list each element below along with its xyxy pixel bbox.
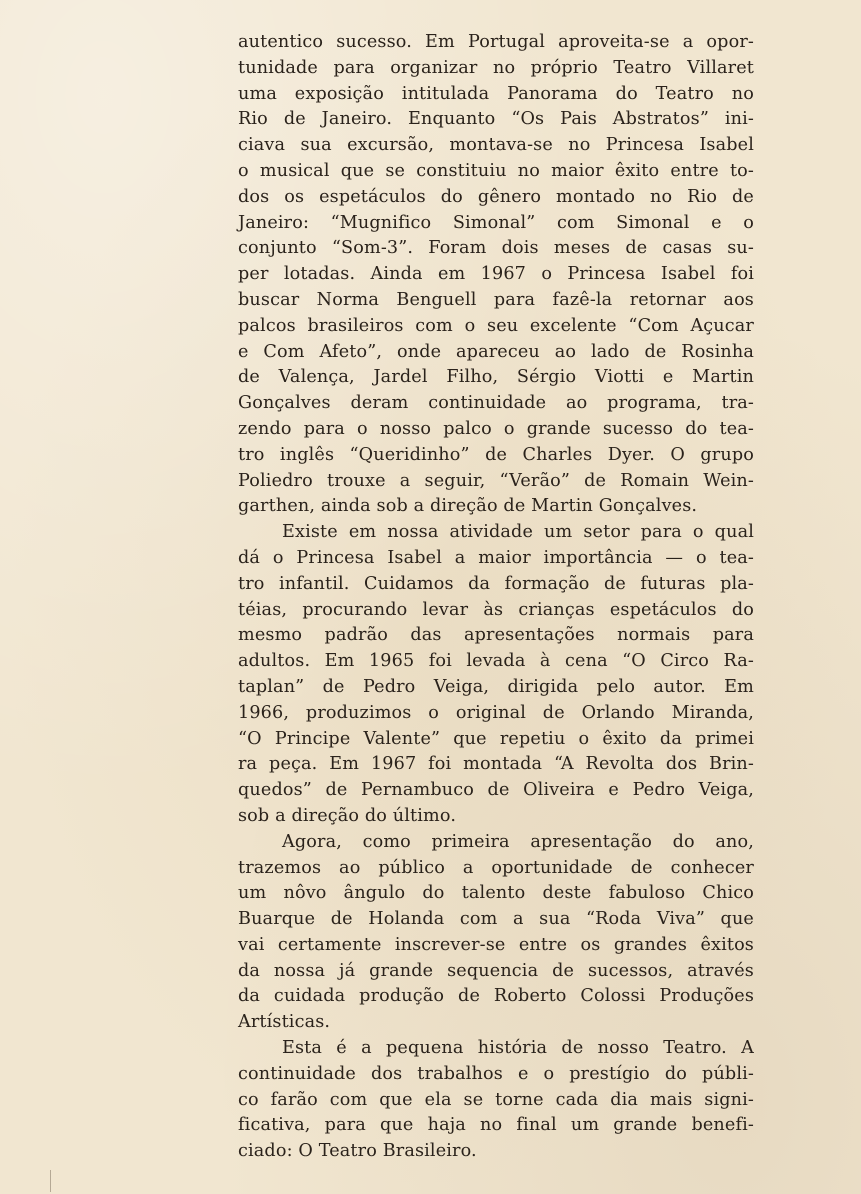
text-line: Agora, como primeira apresentação do ano, xyxy=(282,831,754,852)
text-line: da nossa já grande sequencia de sucessos, através xyxy=(238,960,754,981)
text-line: conjunto “Som-3”. Foram dois meses de casas su- xyxy=(238,238,754,259)
paragraph-roda-viva xyxy=(238,830,754,1036)
text-line: garthen, ainda sob a direção de Martin Gonçalves. xyxy=(238,496,698,517)
text-line: ciava sua excursão, montava-se no Princesa Isabel xyxy=(238,135,754,156)
text-line: “O Principe Valente” que repetiu o êxito da primei xyxy=(238,728,754,749)
text-line: Esta é a pequena história de nosso Teatro. A xyxy=(282,1038,754,1059)
text-line: continuidade dos trabalhos e o prestígio do públi- xyxy=(238,1063,754,1084)
text-line: de Valença, Jardel Filho, Sérgio Viotti e Martin xyxy=(238,367,754,388)
text-line: per lotadas. Ainda em 1967 o Princesa Isabel foi xyxy=(238,264,754,285)
text-line: Existe em nossa atividade um setor para o qual xyxy=(282,522,754,543)
text-line: dá o Princesa Isabel a maior importância — o tea- xyxy=(238,547,754,568)
text-line: vai certamente inscrever-se entre os grandes êxitos xyxy=(238,934,754,955)
text-line: co farão com que ela se torne cada dia mais signi- xyxy=(238,1089,754,1110)
text-line: palcos brasileiros com o seu excelente “Com Açucar xyxy=(238,315,754,336)
text-line: da cuidada produção de Roberto Colossi Produções xyxy=(238,986,754,1007)
paragraph-teatro-infantil xyxy=(238,520,754,830)
text-line: Buarque de Holanda com a sua “Roda Viva” que xyxy=(238,909,754,930)
scan-margin-mark xyxy=(50,1170,51,1192)
text-line: autentico sucesso. Em Portugal aproveita-se a opor- xyxy=(238,32,754,52)
text-line: 1966, produzimos o original de Orlando Miranda, xyxy=(238,702,754,723)
text-line: uma exposição intitulada Panorama do Teatro no xyxy=(238,83,754,104)
text-line: Gonçalves deram continuidade ao programa, tra- xyxy=(238,393,754,414)
text-line: dos os espetáculos do gênero montado no Rio de xyxy=(238,186,754,207)
text-line: ficativa, para que haja no final um grande benefi- xyxy=(238,1115,754,1136)
text-line: tro inglês “Queridinho” de Charles Dyer. O grupo xyxy=(238,444,754,465)
text-line: sob a direção do último. xyxy=(238,805,457,826)
paragraph-history-portugal xyxy=(238,30,754,520)
text-line: Artísticas. xyxy=(238,1012,331,1033)
text-line: Janeiro: “Mugnifico Simonal” com Simonal e o xyxy=(238,212,754,233)
text-line: buscar Norma Benguell para fazê-la retornar aos xyxy=(238,289,754,310)
paragraph-conclusion xyxy=(238,1036,754,1165)
text-line: tunidade para organizar no próprio Teatro Villaret xyxy=(238,57,754,78)
text-line: zendo para o nosso palco o grande sucesso do tea- xyxy=(238,418,754,439)
text-line: e Com Afeto”, onde apareceu ao lado de Rosinha xyxy=(238,341,754,362)
text-line: Rio de Janeiro. Enquanto “Os Pais Abstratos” ini- xyxy=(238,109,754,130)
article-body xyxy=(238,30,754,1165)
text-line: ra peça. Em 1967 foi montada “A Revolta dos Brin- xyxy=(238,754,754,775)
text-line: mesmo padrão das apresentações normais para xyxy=(238,625,754,646)
text-line: o musical que se constituiu no maior êxito entre to- xyxy=(238,160,754,181)
text-line: téias, procurando levar às crianças espetáculos do xyxy=(238,599,754,620)
text-line: trazemos ao público a oportunidade de conhecer xyxy=(238,857,754,878)
text-line: ciado: O Teatro Brasileiro. xyxy=(238,1141,477,1162)
text-line: tro infantil. Cuidamos da formação de futuras pla- xyxy=(238,573,754,594)
text-line: quedos” de Pernambuco de Oliveira e Pedro Veiga, xyxy=(238,780,754,801)
text-line: Poliedro trouxe a seguir, “Verão” de Romain Wein- xyxy=(238,470,754,491)
text-line: um nôvo ângulo do talento deste fabuloso Chico xyxy=(238,883,754,904)
text-line: taplan” de Pedro Veiga, dirigida pelo autor. Em xyxy=(238,676,754,697)
text-line: adultos. Em 1965 foi levada à cena “O Circo Ra- xyxy=(238,651,754,672)
